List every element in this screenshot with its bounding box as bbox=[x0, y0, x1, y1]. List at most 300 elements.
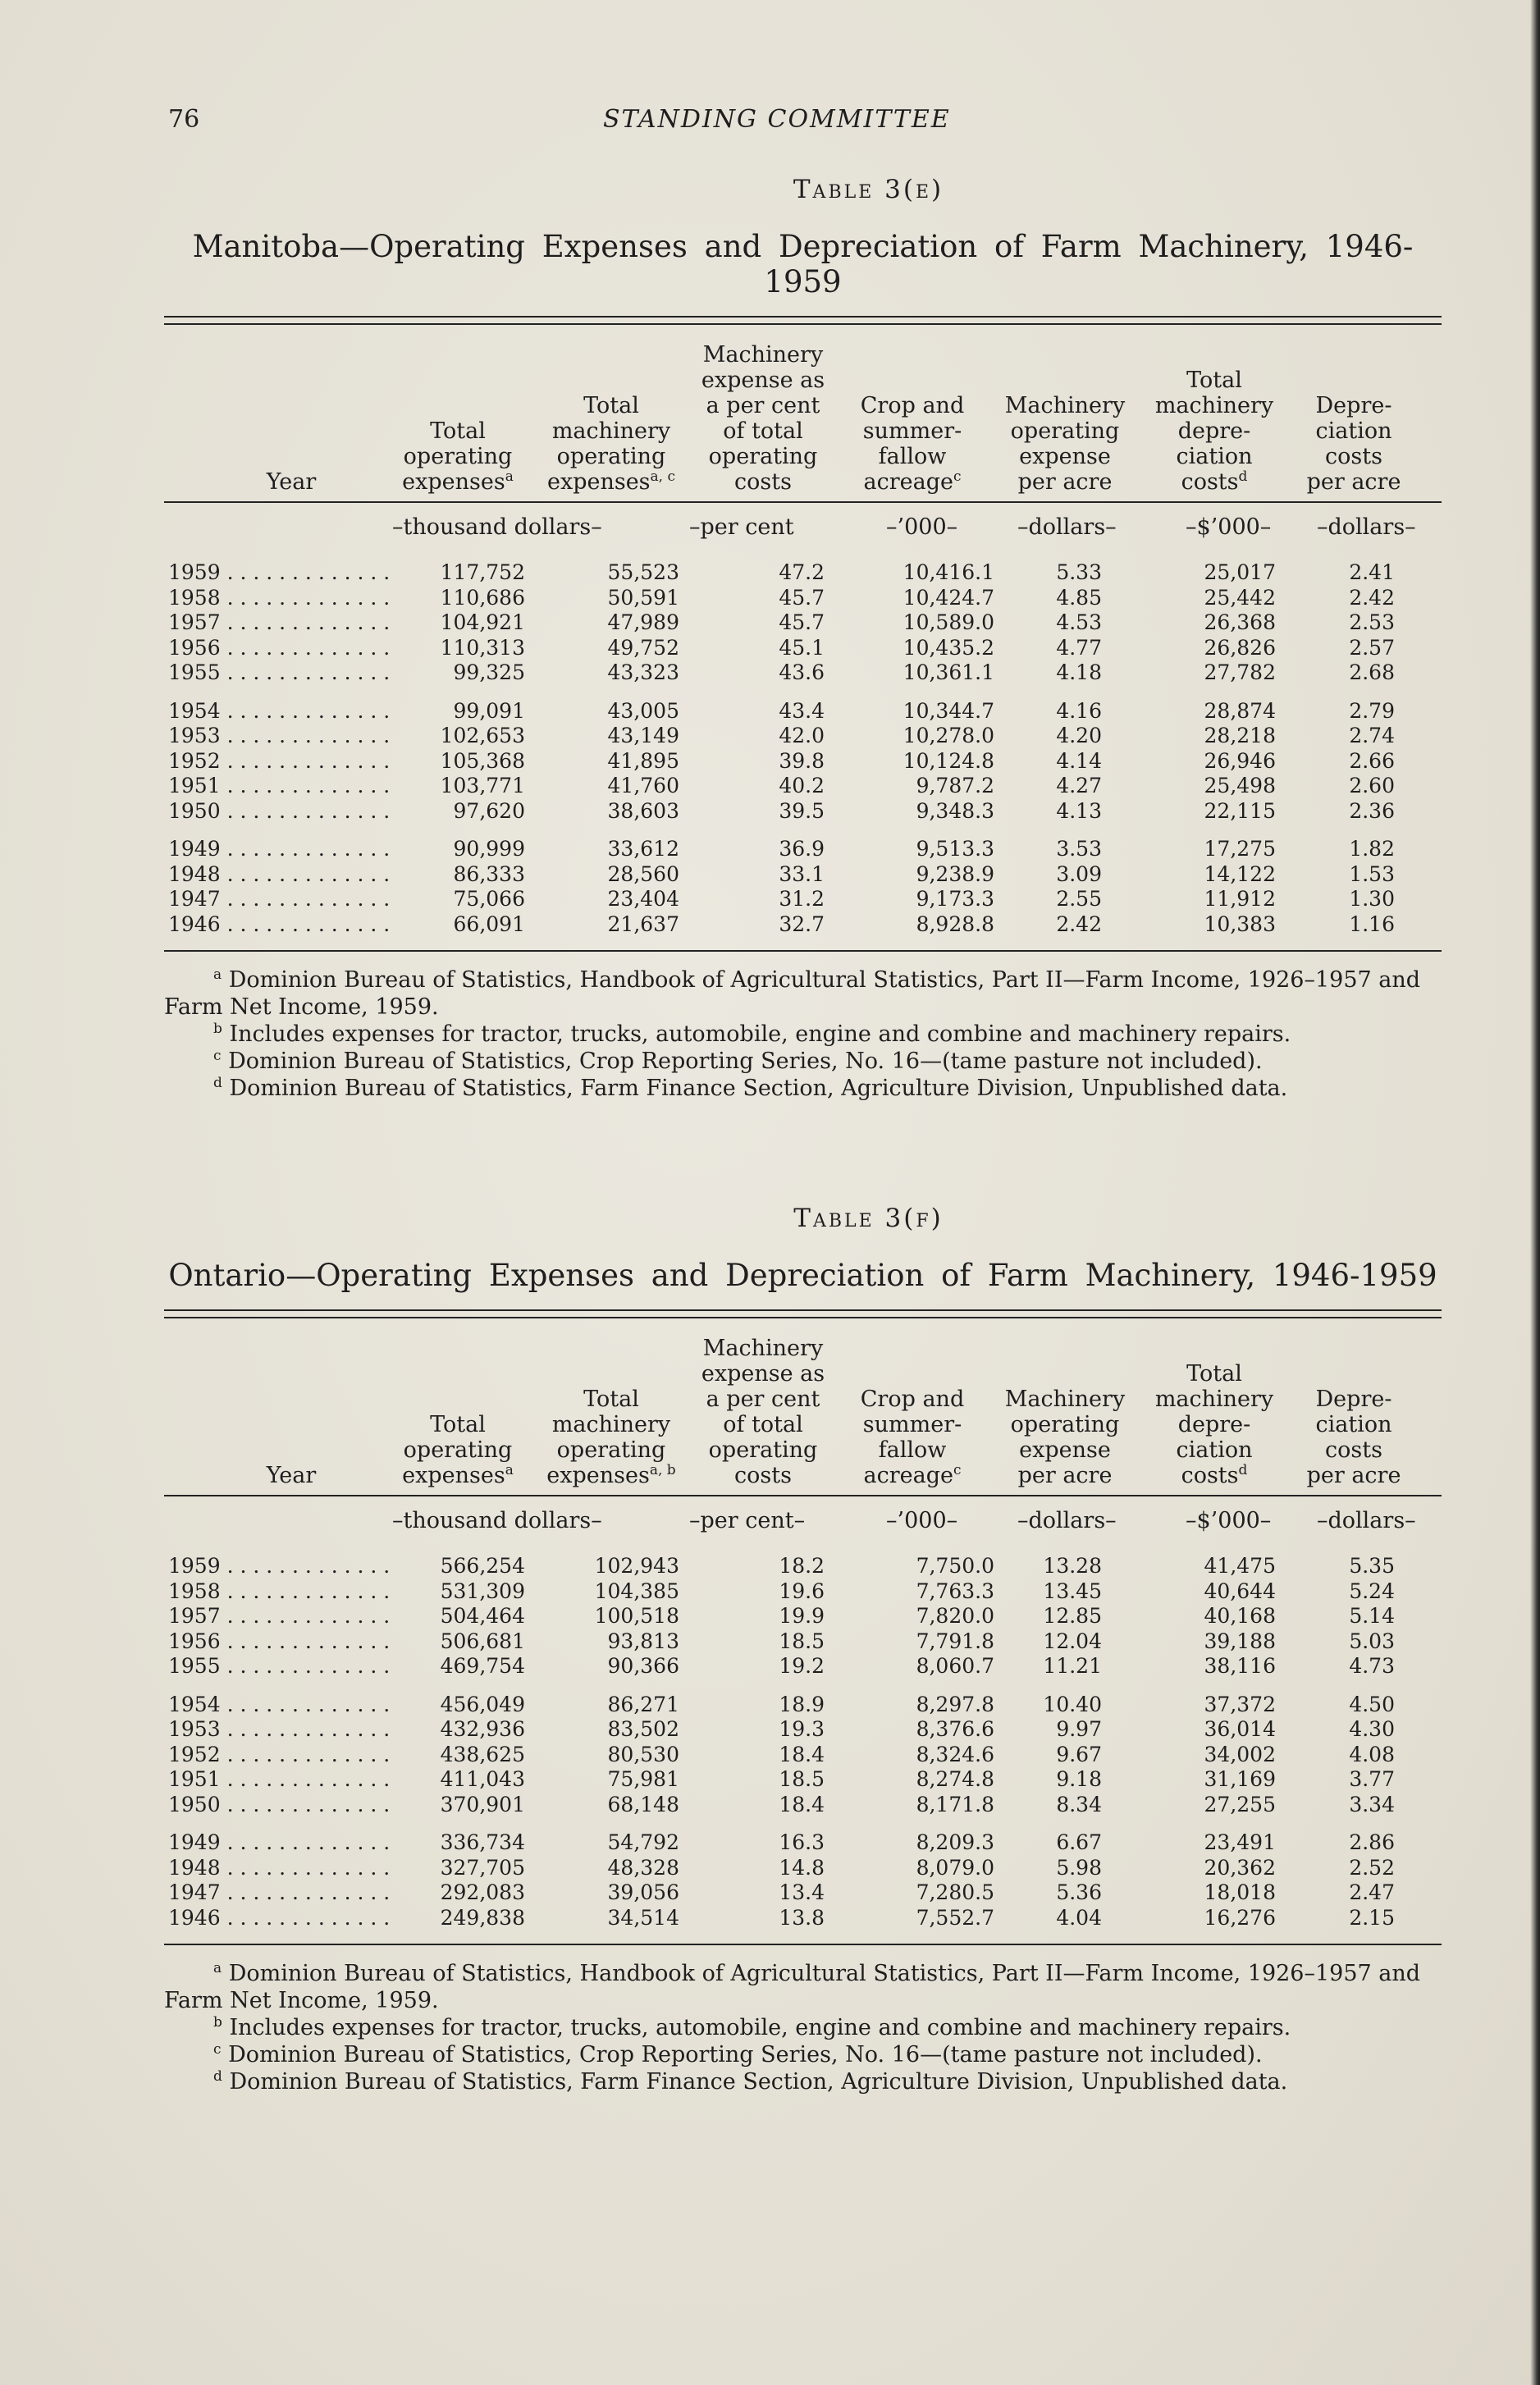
unit-label: –thousand dollars– bbox=[392, 1508, 602, 1533]
value-cell: 16,276 bbox=[1204, 1905, 1276, 1930]
year-value: 1946 bbox=[168, 912, 221, 936]
double-rule bbox=[164, 1309, 1442, 1318]
year-cell bbox=[168, 1629, 398, 1654]
year-value: 1956 bbox=[168, 1629, 221, 1653]
value-cell: 8.34 bbox=[1056, 1792, 1102, 1816]
value-cell: 11,912 bbox=[1204, 887, 1276, 911]
footnote-marker: c bbox=[213, 1048, 222, 1064]
value-cell: 6.67 bbox=[1056, 1830, 1102, 1854]
value-cell: 18.9 bbox=[779, 1692, 825, 1716]
unit-label: –per cent bbox=[689, 514, 794, 540]
value-cell: 2.55 bbox=[1056, 887, 1102, 911]
value-cell: 48,328 bbox=[607, 1855, 679, 1880]
value-cell: 8,297.8 bbox=[916, 1692, 994, 1716]
column-header-label: Total machinery operating expenses bbox=[546, 393, 671, 495]
value-cell: 5.24 bbox=[1349, 1579, 1395, 1603]
table-row bbox=[164, 837, 1442, 862]
value-cell: 90,366 bbox=[607, 1654, 679, 1678]
column-header bbox=[1136, 1361, 1292, 1488]
footnote-text: Dominion Bureau of Statistics, Handbook of Agricultural Statistics, Part II—Farm Income, 1926–1957 and Farm Net Income, 1959. bbox=[164, 967, 1421, 1020]
table-row bbox=[164, 774, 1442, 799]
table-row bbox=[164, 1856, 1442, 1881]
value-cell: 292,083 bbox=[440, 1880, 525, 1904]
footnote-marker: a bbox=[505, 468, 514, 485]
value-cell: 99,325 bbox=[453, 660, 525, 684]
row-group bbox=[164, 837, 1442, 937]
value-cell: 23,491 bbox=[1204, 1830, 1276, 1854]
row-group bbox=[164, 1554, 1442, 1679]
value-cell: 13.4 bbox=[779, 1880, 825, 1904]
year-value: 1951 bbox=[168, 1767, 221, 1791]
footnote-marker: c bbox=[213, 2041, 222, 2058]
value-cell: 43.4 bbox=[779, 698, 825, 723]
value-cell: 25,017 bbox=[1204, 560, 1276, 584]
year-value: 1948 bbox=[168, 861, 221, 886]
value-cell: 8,079.0 bbox=[916, 1855, 994, 1880]
value-cell: 18,018 bbox=[1204, 1880, 1276, 1904]
year-cell bbox=[168, 1856, 398, 1880]
units-row bbox=[164, 503, 1442, 552]
value-cell: 327,705 bbox=[440, 1855, 525, 1880]
column-header bbox=[681, 1336, 845, 1488]
value-cell: 3.34 bbox=[1349, 1792, 1395, 1816]
year-value: 1955 bbox=[168, 660, 221, 684]
value-cell: 4.08 bbox=[1349, 1742, 1395, 1766]
value-cell: 7,280.5 bbox=[916, 1880, 994, 1904]
column-header-label: Crop and summer- fallow acreage bbox=[860, 1387, 965, 1488]
value-cell: 97,620 bbox=[453, 798, 525, 823]
table-row bbox=[164, 586, 1442, 611]
column-header-label: Crop and summer- fallow acreage bbox=[860, 393, 965, 495]
value-cell: 50,591 bbox=[607, 585, 679, 610]
year-value: 1953 bbox=[168, 724, 221, 747]
value-cell: 28,218 bbox=[1204, 724, 1276, 747]
table-row bbox=[164, 636, 1442, 661]
value-cell: 4.16 bbox=[1056, 698, 1102, 723]
value-cell: 105,368 bbox=[440, 748, 525, 773]
table-row bbox=[164, 1579, 1442, 1605]
value-cell: 31,169 bbox=[1204, 1767, 1276, 1791]
value-cell: 10,416.1 bbox=[903, 560, 994, 584]
row-group bbox=[164, 1693, 1442, 1818]
year-cell bbox=[168, 887, 398, 912]
value-cell: 506,681 bbox=[440, 1629, 525, 1653]
value-cell: 4.77 bbox=[1056, 635, 1102, 660]
value-cell: 93,813 bbox=[607, 1629, 679, 1653]
unit-label: –dollars– bbox=[1317, 514, 1416, 540]
value-cell: 47.2 bbox=[779, 560, 825, 584]
value-cell: 2.68 bbox=[1349, 660, 1395, 684]
value-cell: 9,513.3 bbox=[916, 837, 994, 861]
column-header bbox=[533, 1387, 689, 1488]
year-value: 1958 bbox=[168, 1579, 221, 1603]
footnote-text: Dominion Bureau of Statistics, Crop Reporting Series, No. 16—(tame pasture not included). bbox=[228, 1049, 1263, 1074]
value-cell: 8,376.6 bbox=[916, 1717, 994, 1741]
value-cell: 10,435.2 bbox=[903, 635, 994, 660]
value-cell: 25,498 bbox=[1204, 774, 1276, 797]
value-cell: 43,323 bbox=[607, 660, 679, 684]
year-cell bbox=[168, 586, 398, 610]
column-header bbox=[987, 393, 1143, 495]
table-title: Ontario—Operating Expenses and Depreciation of Farm Machinery, 1946-1959 bbox=[168, 1258, 1437, 1293]
year-cell bbox=[168, 1767, 398, 1792]
value-cell: 2.53 bbox=[1349, 610, 1395, 634]
value-cell: 54,792 bbox=[607, 1830, 679, 1854]
value-cell: 86,271 bbox=[607, 1692, 679, 1716]
value-cell: 34,002 bbox=[1204, 1742, 1276, 1766]
value-cell: 110,313 bbox=[440, 635, 525, 660]
table-row bbox=[164, 1830, 1442, 1856]
value-cell: 14,122 bbox=[1204, 861, 1276, 886]
value-cell: 2.60 bbox=[1349, 774, 1395, 797]
year-cell bbox=[168, 1743, 398, 1767]
column-header-label: Total machinery depre- ciation costs bbox=[1154, 368, 1274, 495]
footer-rule bbox=[164, 1944, 1442, 1945]
row-group bbox=[164, 560, 1442, 686]
value-cell: 7,750.0 bbox=[916, 1554, 994, 1578]
value-cell: 9,173.3 bbox=[916, 887, 994, 911]
column-header-label: Machinery expense as a per cent of total operating costs bbox=[701, 1336, 825, 1488]
value-cell: 9,787.2 bbox=[916, 774, 994, 797]
year-value: 1954 bbox=[168, 1692, 221, 1716]
value-cell: 18.4 bbox=[779, 1742, 825, 1766]
table-row bbox=[164, 610, 1442, 636]
unit-label: –dollars– bbox=[1017, 514, 1117, 540]
value-cell: 75,981 bbox=[607, 1767, 679, 1791]
value-cell: 9.18 bbox=[1056, 1767, 1102, 1791]
value-cell: 4.50 bbox=[1349, 1692, 1395, 1716]
value-cell: 10,124.8 bbox=[903, 748, 994, 773]
table-row bbox=[164, 660, 1442, 686]
year-cell bbox=[168, 724, 398, 748]
value-cell: 68,148 bbox=[607, 1792, 679, 1816]
year-cell bbox=[168, 1830, 398, 1855]
value-cell: 12.04 bbox=[1043, 1629, 1102, 1653]
page-number: 76 bbox=[168, 105, 200, 134]
value-cell: 33.1 bbox=[779, 861, 825, 886]
table-row bbox=[164, 1743, 1442, 1768]
footnote-marker: a, c bbox=[650, 468, 676, 485]
value-cell: 83,502 bbox=[607, 1717, 679, 1741]
footnote-marker: d bbox=[213, 1075, 222, 1091]
year-cell bbox=[168, 749, 398, 774]
value-cell: 39,188 bbox=[1204, 1629, 1276, 1653]
value-cell: 26,368 bbox=[1204, 610, 1276, 634]
value-cell: 41,895 bbox=[607, 748, 679, 773]
table-label: Table 3(f) bbox=[793, 1204, 944, 1233]
value-cell: 2.42 bbox=[1349, 585, 1395, 610]
value-cell: 43,149 bbox=[607, 724, 679, 747]
column-header bbox=[834, 393, 990, 495]
value-cell: 4.53 bbox=[1056, 610, 1102, 634]
footnote-marker: d bbox=[1238, 1462, 1248, 1478]
value-cell: 1.82 bbox=[1349, 837, 1395, 861]
year-cell bbox=[168, 1579, 398, 1604]
value-cell: 45.7 bbox=[779, 585, 825, 610]
footnote bbox=[164, 1021, 1442, 1048]
value-cell: 3.09 bbox=[1056, 861, 1102, 886]
value-cell: 45.1 bbox=[779, 635, 825, 660]
value-cell: 8,171.8 bbox=[916, 1792, 994, 1816]
year-cell bbox=[168, 774, 398, 798]
value-cell: 19.3 bbox=[779, 1717, 825, 1741]
footnote bbox=[164, 1960, 1442, 2014]
column-header bbox=[242, 469, 340, 495]
value-cell: 9,348.3 bbox=[916, 798, 994, 823]
value-cell: 40.2 bbox=[779, 774, 825, 797]
value-cell: 110,686 bbox=[440, 585, 525, 610]
value-cell: 39.8 bbox=[779, 748, 825, 773]
value-cell: 13.28 bbox=[1043, 1554, 1102, 1578]
value-cell: 18.2 bbox=[779, 1554, 825, 1578]
value-cell: 2.15 bbox=[1349, 1905, 1395, 1930]
column-header bbox=[681, 342, 845, 495]
value-cell: 2.86 bbox=[1349, 1830, 1395, 1854]
value-cell: 7,552.7 bbox=[916, 1905, 994, 1930]
value-cell: 5.98 bbox=[1056, 1855, 1102, 1880]
footnote-marker: a, b bbox=[649, 1462, 676, 1478]
value-cell: 13.8 bbox=[779, 1905, 825, 1930]
year-value: 1948 bbox=[168, 1855, 221, 1880]
table-row bbox=[164, 1767, 1442, 1793]
unit-label: –$’000– bbox=[1186, 514, 1272, 540]
unit-label: –’000– bbox=[886, 1508, 958, 1533]
value-cell: 40,168 bbox=[1204, 1604, 1276, 1628]
value-cell: 23,404 bbox=[607, 887, 679, 911]
value-cell: 49,752 bbox=[607, 635, 679, 660]
value-cell: 2.42 bbox=[1056, 912, 1102, 936]
year-cell bbox=[168, 799, 398, 824]
value-cell: 8,209.3 bbox=[916, 1830, 994, 1854]
footnote-marker: a bbox=[505, 1462, 514, 1478]
value-cell: 432,936 bbox=[440, 1717, 525, 1741]
value-cell: 1.30 bbox=[1349, 887, 1395, 911]
column-header-label: Total operating expenses bbox=[402, 1412, 513, 1488]
year-cell bbox=[168, 1906, 398, 1930]
value-cell: 5.14 bbox=[1349, 1604, 1395, 1628]
year-cell bbox=[168, 862, 398, 887]
year-cell bbox=[168, 1554, 398, 1579]
year-value: 1950 bbox=[168, 1792, 221, 1816]
table-row bbox=[164, 887, 1442, 912]
value-cell: 4.27 bbox=[1056, 774, 1102, 797]
year-cell bbox=[168, 660, 398, 685]
value-cell: 2.57 bbox=[1349, 635, 1395, 660]
year-value: 1958 bbox=[168, 585, 221, 610]
value-cell: 2.79 bbox=[1349, 698, 1395, 723]
year-value: 1959 bbox=[168, 560, 221, 584]
column-header-label: Machinery expense as a per cent of total operating costs bbox=[701, 342, 825, 495]
column-header bbox=[1136, 368, 1292, 495]
value-cell: 7,791.8 bbox=[916, 1629, 994, 1653]
table-row bbox=[164, 1880, 1442, 1906]
value-cell: 34,514 bbox=[607, 1905, 679, 1930]
value-cell: 19.2 bbox=[779, 1654, 825, 1678]
year-cell bbox=[168, 1880, 398, 1905]
column-header bbox=[1284, 393, 1423, 495]
value-cell: 99,091 bbox=[453, 698, 525, 723]
value-cell: 28,874 bbox=[1204, 698, 1276, 723]
year-value: 1947 bbox=[168, 887, 221, 911]
value-cell: 38,603 bbox=[607, 798, 679, 823]
value-cell: 16.3 bbox=[779, 1830, 825, 1854]
footnote-text: Dominion Bureau of Statistics, Farm Finance Section, Agriculture Division, Unpublished data. bbox=[229, 1076, 1288, 1101]
table-row bbox=[164, 799, 1442, 825]
footnote-marker: c bbox=[953, 1462, 962, 1478]
value-cell: 55,523 bbox=[607, 560, 679, 584]
page-edge-shadow bbox=[1530, 0, 1540, 2385]
value-cell: 36,014 bbox=[1204, 1717, 1276, 1741]
column-header-row bbox=[164, 325, 1442, 501]
value-cell: 18.5 bbox=[779, 1767, 825, 1791]
value-cell: 102,653 bbox=[440, 724, 525, 747]
table-row bbox=[164, 1906, 1442, 1931]
row-group bbox=[164, 699, 1442, 825]
unit-label: –per cent– bbox=[689, 1508, 806, 1533]
table-row bbox=[164, 699, 1442, 724]
value-cell: 32.7 bbox=[779, 912, 825, 936]
value-cell: 117,752 bbox=[440, 560, 525, 584]
year-value: 1951 bbox=[168, 774, 221, 797]
value-cell: 4.13 bbox=[1056, 798, 1102, 823]
value-cell: 5.33 bbox=[1056, 560, 1102, 584]
value-cell: 438,625 bbox=[440, 1742, 525, 1766]
column-header-label: Year bbox=[266, 1463, 317, 1488]
table-row bbox=[164, 1604, 1442, 1629]
footnote-text: Includes expenses for tractor, trucks, automobile, engine and combine and machinery repairs. bbox=[229, 2015, 1291, 2040]
year-cell bbox=[168, 1717, 398, 1742]
value-cell: 38,116 bbox=[1204, 1654, 1276, 1678]
value-cell: 9.97 bbox=[1056, 1717, 1102, 1741]
column-header-label: Machinery operating expense per acre bbox=[1004, 1387, 1126, 1488]
year-value: 1947 bbox=[168, 1880, 221, 1904]
footnote-marker: d bbox=[213, 2068, 222, 2085]
value-cell: 43.6 bbox=[779, 660, 825, 684]
table-row bbox=[164, 724, 1442, 749]
column-header bbox=[834, 1387, 990, 1488]
unit-label: –thousand dollars– bbox=[392, 514, 602, 540]
year-cell bbox=[168, 636, 398, 660]
column-header bbox=[242, 1463, 340, 1488]
footnote-text: Includes expenses for tractor, trucks, automobile, engine and combine and machinery repairs. bbox=[229, 1021, 1291, 1047]
value-cell: 336,734 bbox=[440, 1830, 525, 1854]
value-cell: 10,278.0 bbox=[903, 724, 994, 747]
year-cell bbox=[168, 1604, 398, 1629]
value-cell: 2.66 bbox=[1349, 748, 1395, 773]
value-cell: 42.0 bbox=[779, 724, 825, 747]
footnote bbox=[164, 2068, 1442, 2095]
value-cell: 8,324.6 bbox=[916, 1742, 994, 1766]
table-row bbox=[164, 560, 1442, 586]
value-cell: 1.53 bbox=[1349, 861, 1395, 886]
year-value: 1954 bbox=[168, 698, 221, 723]
column-header bbox=[987, 1387, 1143, 1488]
column-header-label: Depre- ciation costs per acre bbox=[1306, 393, 1401, 495]
value-cell: 4.14 bbox=[1056, 748, 1102, 773]
value-cell: 43,005 bbox=[607, 698, 679, 723]
footnotes bbox=[164, 1960, 1442, 2095]
value-cell: 104,385 bbox=[594, 1579, 679, 1603]
value-cell: 19.9 bbox=[779, 1604, 825, 1628]
value-cell: 80,530 bbox=[607, 1742, 679, 1766]
table-row bbox=[164, 862, 1442, 888]
footnote bbox=[164, 966, 1442, 1021]
year-value: 1949 bbox=[168, 837, 221, 861]
column-header-label: Depre- ciation costs per acre bbox=[1306, 1387, 1401, 1488]
footnote bbox=[164, 2014, 1442, 2041]
value-cell: 3.53 bbox=[1056, 837, 1102, 861]
footnote bbox=[164, 1048, 1442, 1075]
value-cell: 4.30 bbox=[1349, 1717, 1395, 1741]
column-header-label: Machinery operating expense per acre bbox=[1004, 393, 1126, 495]
year-value: 1949 bbox=[168, 1830, 221, 1854]
column-header bbox=[380, 1412, 536, 1488]
footer-rule bbox=[164, 950, 1442, 952]
year-cell bbox=[168, 1693, 398, 1717]
value-cell: 20,362 bbox=[1204, 1855, 1276, 1880]
value-cell: 17,275 bbox=[1204, 837, 1276, 861]
value-cell: 40,644 bbox=[1204, 1579, 1276, 1603]
value-cell: 18.4 bbox=[779, 1792, 825, 1816]
unit-label: –’000– bbox=[886, 514, 958, 540]
value-cell: 2.47 bbox=[1349, 1880, 1395, 1904]
unit-label: –$’000– bbox=[1186, 1508, 1272, 1533]
value-cell: 45.7 bbox=[779, 610, 825, 634]
footnote-marker: c bbox=[953, 468, 962, 485]
value-cell: 33,612 bbox=[607, 837, 679, 861]
value-cell: 41,475 bbox=[1204, 1554, 1276, 1578]
column-header bbox=[1284, 1387, 1423, 1488]
value-cell: 411,043 bbox=[440, 1767, 525, 1791]
year-cell bbox=[168, 1793, 398, 1817]
value-cell: 566,254 bbox=[440, 1554, 525, 1578]
value-cell: 21,637 bbox=[607, 912, 679, 936]
column-header-label: Total machinery depre- ciation costs bbox=[1154, 1361, 1274, 1488]
value-cell: 2.74 bbox=[1349, 724, 1395, 747]
value-cell: 86,333 bbox=[453, 861, 525, 886]
year-value: 1953 bbox=[168, 1717, 221, 1741]
year-cell bbox=[168, 1654, 398, 1679]
value-cell: 66,091 bbox=[453, 912, 525, 936]
footnote-text: Dominion Bureau of Statistics, Crop Reporting Series, No. 16—(tame pasture not included). bbox=[228, 2042, 1263, 2067]
value-cell: 47,989 bbox=[607, 610, 679, 634]
value-cell: 10,589.0 bbox=[903, 610, 994, 634]
value-cell: 2.41 bbox=[1349, 560, 1395, 584]
year-value: 1952 bbox=[168, 1742, 221, 1766]
value-cell: 3.77 bbox=[1349, 1767, 1395, 1791]
table-label: Table 3(e) bbox=[793, 175, 944, 204]
double-rule bbox=[164, 316, 1442, 325]
value-cell: 39,056 bbox=[607, 1880, 679, 1904]
year-cell bbox=[168, 912, 398, 937]
footnote bbox=[164, 2041, 1442, 2068]
value-cell: 22,115 bbox=[1204, 798, 1276, 823]
value-cell: 9.67 bbox=[1056, 1742, 1102, 1766]
value-cell: 7,820.0 bbox=[916, 1604, 994, 1628]
value-cell: 11.21 bbox=[1043, 1654, 1102, 1678]
value-cell: 7,763.3 bbox=[916, 1579, 994, 1603]
value-cell: 5.36 bbox=[1056, 1880, 1102, 1904]
value-cell: 102,943 bbox=[594, 1554, 679, 1578]
value-cell: 31.2 bbox=[779, 887, 825, 911]
table-row bbox=[164, 1693, 1442, 1718]
footnotes bbox=[164, 966, 1442, 1102]
value-cell: 90,999 bbox=[453, 837, 525, 861]
value-cell: 8,060.7 bbox=[916, 1654, 994, 1678]
value-cell: 26,826 bbox=[1204, 635, 1276, 660]
year-value: 1946 bbox=[168, 1905, 221, 1930]
year-value: 1955 bbox=[168, 1654, 221, 1678]
